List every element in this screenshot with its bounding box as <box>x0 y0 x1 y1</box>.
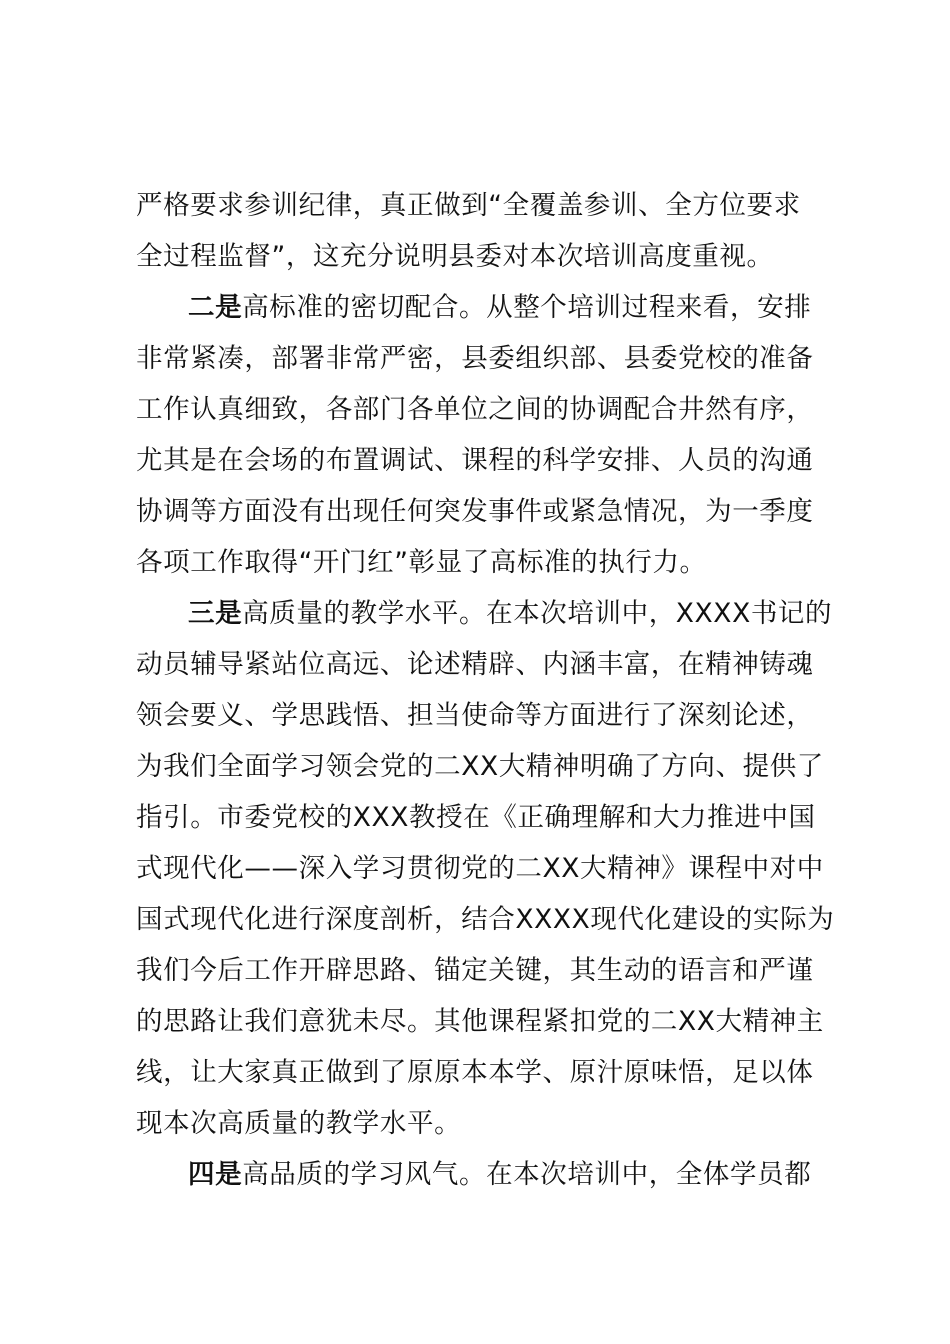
text-line: 指引。市委党校的XXX教授在《正确理解和大力推进中国 <box>136 802 816 833</box>
text-line: 严格要求参训纪律，真正做到“全覆盖参训、全方位要求 <box>136 190 801 221</box>
text-line: 非常紧凑，部署非常严密，县委组织部、县委党校的准备 <box>136 343 814 374</box>
paragraph-text: 高标准的密切配合。从整个培训过程来看，安排 <box>242 292 812 323</box>
paragraph-start-line <box>188 594 908 634</box>
text-line: 协调等方面没有出现任何突发事件或紧急情况，为一季度 <box>136 496 814 527</box>
paragraph-start-line <box>188 288 908 328</box>
text-line: 国式现代化进行深度剖析，结合XXXX现代化建设的实际为 <box>136 904 835 935</box>
text-line: 为我们全面学习领会党的二XX大精神明确了方向、提供了 <box>136 751 824 782</box>
paragraph-text: 高质量的教学水平。在本次培训中，XXXX书记的 <box>242 598 833 629</box>
text-line: 的思路让我们意犹未尽。其他课程紧扣党的二XX大精神主 <box>136 1006 824 1037</box>
text-line: 尤其是在会场的布置调试、课程的科学安排、人员的沟通 <box>136 445 814 476</box>
text-line: 领会要义、学思践悟、担当使命等方面进行了深刻论述， <box>136 700 814 731</box>
paragraph-lead: 二是 <box>188 292 243 323</box>
text-line: 我们今后工作开辟思路、锚定关键，其生动的语言和严谨 <box>136 955 814 986</box>
paragraph-start-line <box>188 1155 908 1195</box>
paragraph-lead: 三是 <box>188 598 243 629</box>
paragraph-text: 高品质的学习风气。在本次培训中，全体学员都 <box>242 1159 812 1190</box>
paragraph-lead: 四是 <box>188 1159 243 1190</box>
text-line: 全过程监督”，这充分说明县委对本次培训高度重视。 <box>136 241 774 272</box>
text-line: 动员辅导紧站位高远、论述精辟、内涵丰富，在精神铸魂 <box>136 649 814 680</box>
text-line: 式现代化——深入学习贯彻党的二XX大精神》课程中对中 <box>136 853 824 884</box>
text-line: 工作认真细致，各部门各单位之间的协调配合井然有序， <box>136 394 814 425</box>
text-line: 各项工作取得“开门红”彰显了高标准的执行力。 <box>136 547 707 578</box>
text-line: 线，让大家真正做到了原原本本学、原汁原味悟，足以体 <box>136 1057 814 1088</box>
text-line: 现本次高质量的教学水平。 <box>136 1108 462 1139</box>
